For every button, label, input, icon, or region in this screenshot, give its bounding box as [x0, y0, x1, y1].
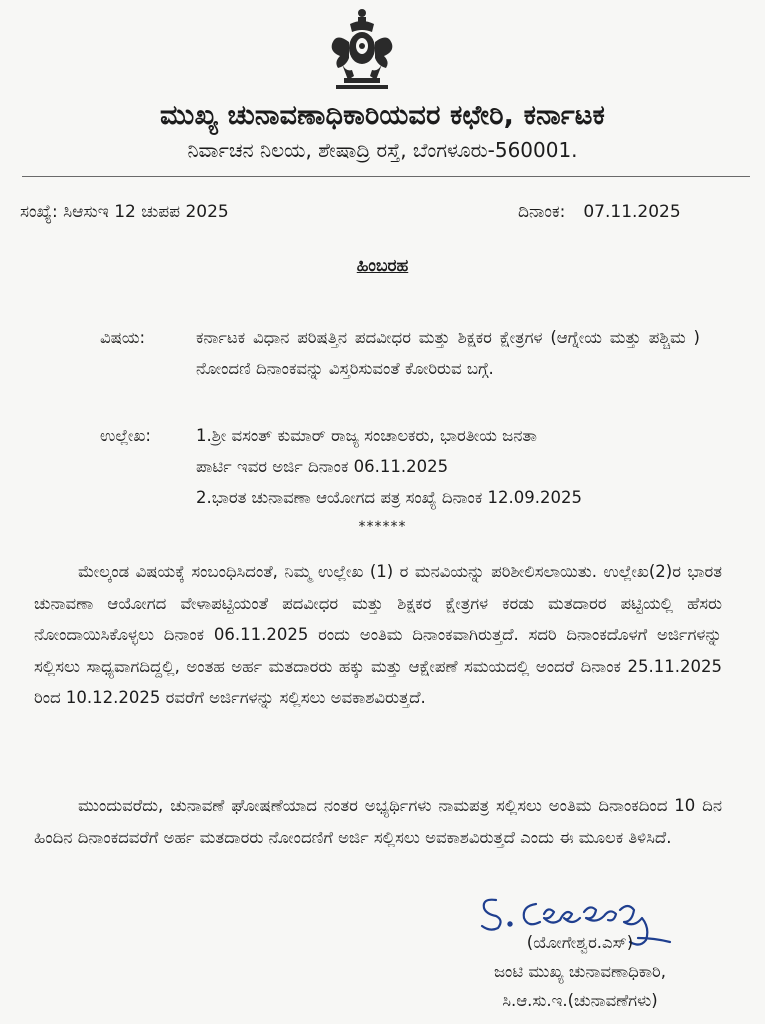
document-type-heading: ಹಿಂಬರಹ [356, 256, 409, 276]
references-section [100, 420, 700, 513]
body-paragraph: ಮೇಲ್ಕಂಡ ವಿಷಯಕ್ಕೆ ಸಂಬಂಧಿಸಿದಂತೆ, ನಿಮ್ಮ ಉಲ್ಲೇಖ (1) ರ ಮನವಿಯನ್ನು ಪರಿಶೀಲಿಸಲಾಯಿತು. ಉಲ್ಲೇಖ(2)ರ ಭಾರತ ಚುನಾವಣಾ ಆಯೋಗದ ವೇಳಾಪಟ್ಟಿಯಂತೆ ಪದವೀಧರ ಮತ್ತು ಶಿಕ್ಷಕರ ಕ್ಷೇತ್ರಗಳ ಕರಡು ಮತದಾರರ ಪಟ್ಟಿಯಲ್ಲಿ ಹೆಸರು ನೋಂದಾಯಿಸಿಕೊಳ್ಳಲು ದಿನಾಂಕ 06.11.2025 ರಂದು ಅಂತಿಮ ದಿನಾಂಕವಾಗಿರುತ್ತದೆ. ಸದರಿ ದಿನಾಂಕದೊಳಗೆ ಅರ್ಜಿಗಳನ್ನು ಸಲ್ಲಿಸಲು ಸಾಧ್ಯವಾಗದಿದ್ದಲ್ಲಿ, ಅಂತಹ ಅರ್ಹ ಮತದಾರರು ಹಕ್ಕು ಮತ್ತು ಆಕ್ಷೇಪಣೆ ಸಮಯದಲ್ಲಿ ಅಂದರೆ ದಿನಾಂಕ 25.11.2025 ರಿಂದ 10.12.2025 ರವರೆಗೆ ಅರ್ಜಿಗಳನ್ನು ಸಲ್ಲಿಸಲು ಅವಕಾಶವಿರುತ್ತದೆ. [34, 562, 722, 707]
body-paragraph: ಮುಂದುವರೆದು, ಚುನಾವಣೆ ಘೋಷಣೆಯಾದ ನಂತರ ಅಭ್ಯರ್ಥಿಗಳು ನಾಮಪತ್ರ ಸಲ್ಲಿಸಲು ಅಂತಿಮ ದಿನಾಂಕದಿಂದ 10 ದಿನ ಹಿಂದಿನ ದಿನಾಂಕದವರೆಗೆ ಅರ್ಹ ಮತದಾರರು ನೋಂದಣಿಗೆ ಅರ್ಜಿ ಸಲ್ಲಿಸಲು ಅವಕಾಶವಿರುತ್ತದೆ ಎಂದು ಈ ಮೂಲಕ ತಿಳಿಸಿದೆ. [34, 796, 722, 847]
references-label: ಉಲ್ಲೇಖ: [100, 426, 151, 445]
office-address: ನಿರ್ವಾಚನ ನಿಲಯ, ಶೇಷಾದ್ರಿ ರಸ್ತೆ, ಬೆಂಗಳೂರು-560001. [187, 138, 578, 162]
karnataka-state-emblem-icon [322, 6, 402, 92]
header-divider [22, 176, 750, 177]
section-separator: ****** [358, 519, 407, 535]
office-title: ಮುಖ್ಯ ಚುನಾವಣಾಧಿಕಾರಿಯವರ ಕಛೇರಿ, ಕರ್ನಾಟಕ [160, 100, 605, 131]
reference-line: ಪಾರ್ಟಿ ಇವರ ಅರ್ಜಿ ದಿನಾಂಕ 06.11.2025 [196, 457, 449, 476]
subject-text: ಕರ್ನಾಟಕ ವಿಧಾನ ಪರಿಷತ್ತಿನ ಪದವೀಧರ ಮತ್ತು ಶಿಕ್ಷಕರ ಕ್ಷೇತ್ರಗಳ (ಆಗ್ನೇಯ ಮತ್ತು ಪಶ್ಚಿಮ ) ನೋಂದಣಿ ದಿನಾಂಕವನ್ನು ವಿಸ್ತರಿಸುವಂತೆ ಕೋರಿರುವ ಬಗ್ಗೆ. [196, 328, 700, 378]
letter-date [518, 202, 681, 222]
reference-number: ಸಂಖ್ಯೆ: ಸಿಆಸುಇ 12 ಚುಪಪ 2025 [20, 202, 229, 222]
reference-line: 2.ಭಾರತ ಚುನಾವಣಾ ಆಯೋಗದ ಪತ್ರ ಸಂಖ್ಯೆ ದಿನಾಂಕ 12.09.2025 [196, 488, 582, 507]
date-value: 07.11.2025 [583, 202, 681, 222]
subject-section [100, 322, 700, 384]
signatory-name: (ಯೋಗೇಶ್ವರ.ಎಸ್) [526, 933, 634, 952]
subject-label: ವಿಷಯ: [100, 328, 146, 347]
signatory-office: ಸಿ.ಆ.ಸು.ಇ.(ಚುನಾವಣೆಗಳು) [502, 991, 658, 1010]
reference-line: 1.ಶ್ರೀ ವಸಂತ್ ಕುಮಾರ್ ರಾಜ್ಯ ಸಂಚಾಲಕರು, ಭಾರತೀಯ ಜನತಾ [196, 426, 537, 445]
signatory-block [420, 928, 740, 1015]
signatory-designation: ಜಂಟಿ ಮುಖ್ಯ ಚುನಾವಣಾಧಿಕಾರಿ, [493, 962, 667, 981]
date-label: ದಿನಾಂಕ: [518, 202, 566, 222]
